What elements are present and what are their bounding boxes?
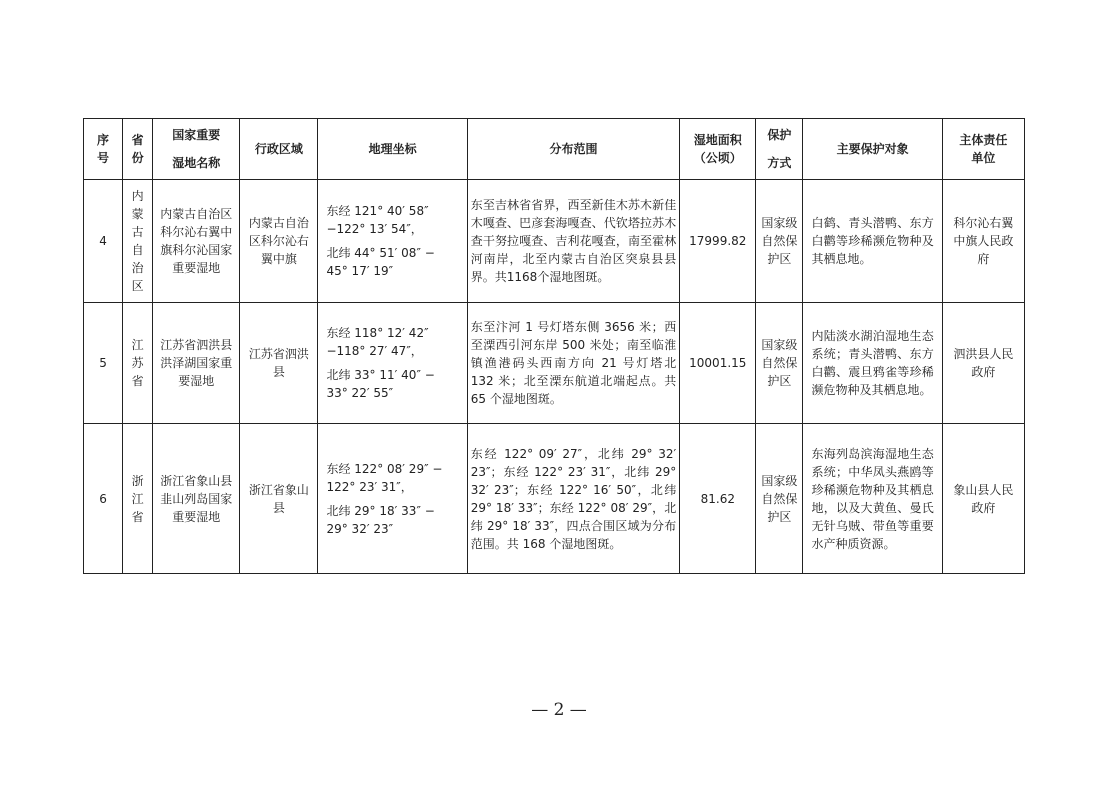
area-cell: 81.62 [680,424,756,574]
unit-cell: 泗洪县人民政府 [942,303,1024,424]
area-cell: 17999.82 [680,180,756,303]
range-cell: 东至汴河 1 号灯塔东侧 3656 米；西至溧西引河东岸 500 米处；南至临淮镇渔港码头西南方向 21 号灯塔北 132 米；北至溧东航道北端起点。共 65 个湿地图斑。 [467,303,679,424]
targets-cell: 东海列岛滨海湿地生态系统；中华凤头燕鸥等珍稀濒危物种及其栖息地，以及大黄鱼、曼氏无针乌贼、带鱼等重要水产种质资源。 [803,424,942,574]
targets-cell: 内陆淡水湖泊湿地生态系统；青头潜鸭、东方白鹳、震旦鸦雀等珍稀濒危物种及其栖息地。 [803,303,942,424]
header-unit: 主体责任 单位 [942,119,1024,180]
header-area: 湿地面积 （公顷） [680,119,756,180]
header-range: 分布范围 [467,119,679,180]
province-cell: 内蒙古自治区 [123,180,153,303]
header-coord: 地理坐标 [318,119,467,180]
range-cell: 东至吉林省省界，西至新佳木苏木新佳木嘎查、巴彦套海嘎查、代钦塔拉苏木查干努拉嘎查、吉利花嘎查，南至霍林河南岸，北至内蒙古自治区突泉县县界。共1168个湿地图斑。 [467,180,679,303]
table-row [84,424,1025,574]
coord-lat: 北纬 29° 18′ 33″ − 29° 32′ 23″ [326,503,435,536]
header-row [84,119,1025,180]
coord-lat: 北纬 44° 51′ 08″ − 45° 17′ 19″ [326,246,435,278]
region-cell: 江苏省泗洪县 [240,303,318,424]
region-cell: 浙江省象山县 [240,424,318,574]
seq-cell: 6 [84,424,123,574]
page-number: — 2 — [531,700,587,720]
province-cell: 浙江省 [123,424,153,574]
header-targets: 主要保护对象 [803,119,942,180]
region-cell: 内蒙古自治区科尔沁右翼中旗 [240,180,318,303]
header-mode: 保护 方式 [756,119,803,180]
wetland-table [83,118,1025,574]
table-row [84,180,1025,303]
mode-cell: 国家级自然保护区 [756,180,803,303]
name-cell: 内蒙古自治区科尔沁右翼中旗科尔沁国家重要湿地 [153,180,240,303]
unit-cell: 科尔沁右翼中旗人民政府 [942,180,1024,303]
name-cell: 江苏省泗洪县洪泽湖国家重要湿地 [153,303,240,424]
unit-cell: 象山县人民政府 [942,424,1024,574]
coord-lat: 北纬 33° 11′ 40″ − 33° 22′ 55″ [326,368,435,400]
mode-cell: 国家级自然保护区 [756,424,803,574]
coord-cell [318,424,467,574]
coord-cell [318,303,467,424]
header-province: 省 份 [123,119,153,180]
header-name: 国家重要 湿地名称 [153,119,240,180]
name-cell: 浙江省象山县韭山列岛国家重要湿地 [153,424,240,574]
area-cell: 10001.15 [680,303,756,424]
coord-lon: 东经 121° 40′ 58″ −122° 13′ 54″， [326,204,429,236]
coord-cell [318,180,467,303]
seq-cell: 4 [84,180,123,303]
seq-cell: 5 [84,303,123,424]
province-cell: 江苏省 [123,303,153,424]
mode-cell: 国家级自然保护区 [756,303,803,424]
range-cell: 东经 122° 09′ 27″，北纬 29° 32′ 23″；东经 122° 23′ 31″，北纬 29° 32′ 23″；东经 122° 16′ 50″，北纬 29° 18′ 33″；东经 122° 08′ 29″，北纬 29° 18′ 33″，四点合围区域为分布范围。共 168 个湿地图斑。 [467,424,679,574]
coord-lon: 东经 118° 12′ 42″ −118° 27′ 47″， [326,326,429,358]
coord-lon: 东经 122° 08′ 29″ − 122° 23′ 31″， [326,461,443,494]
header-seq: 序 号 [84,119,123,180]
header-region: 行政区域 [240,119,318,180]
targets-cell: 白鹤、青头潜鸭、东方白鹳等珍稀濒危物种及其栖息地。 [803,180,942,303]
table-row [84,303,1025,424]
